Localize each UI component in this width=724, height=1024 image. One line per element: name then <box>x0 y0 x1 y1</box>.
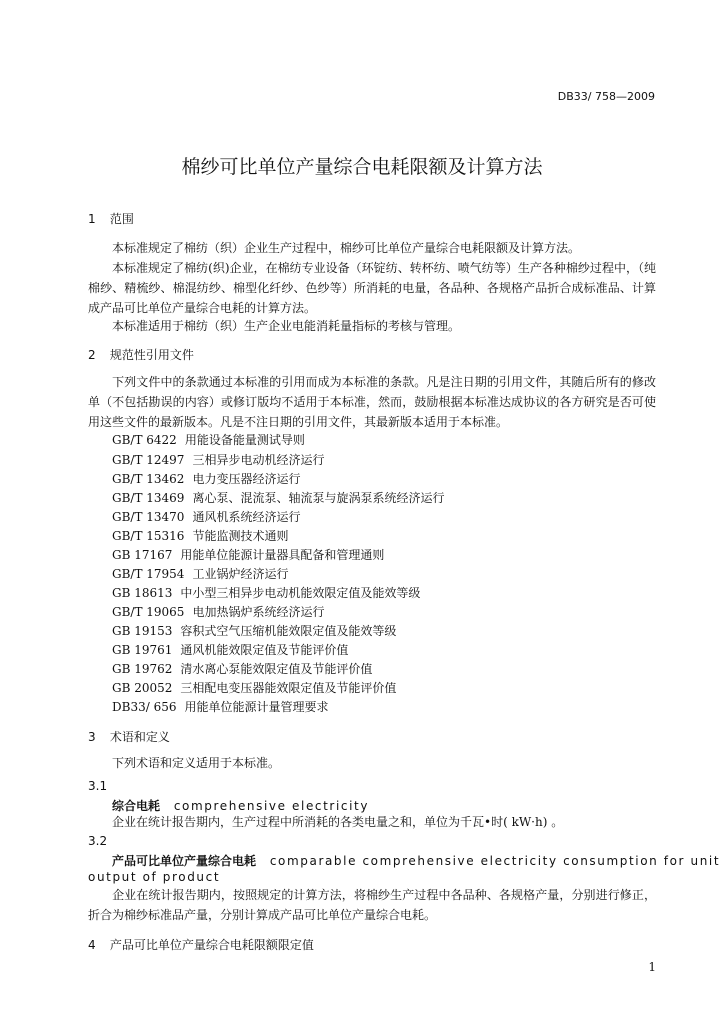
reference-item: GB/T 15316 节能监测技术通则 <box>112 529 289 543</box>
section-title: 产品可比单位产量综合电耗限额限定值 <box>109 938 314 952</box>
section-3-heading <box>88 728 170 745</box>
reference-item: GB 19153 容积式空气压缩机能效限定值及能效等级 <box>112 624 397 638</box>
reference-item: GB 20052 三相配电变压器能效限定值及节能评价值 <box>112 681 397 695</box>
section-title: 范围 <box>109 212 134 226</box>
section-4-heading <box>88 936 314 953</box>
section-title: 规范性引用文件 <box>109 348 194 362</box>
term-chinese: 产品可比单位产量综合电耗 <box>112 854 257 868</box>
reference-item: GB 17167 用能单位能源计量器具配备和管理通则 <box>112 548 385 562</box>
reference-item: GB 19761 通风机能效限定值及节能评价值 <box>112 643 349 657</box>
section-title: 术语和定义 <box>109 730 170 744</box>
reference-item: GB/T 17954 工业锅炉经济运行 <box>112 567 289 581</box>
reference-item: DB33/ 656 用能单位能源计量管理要求 <box>112 700 329 714</box>
section-1-paragraph-3: 本标准适用于棉纺（织）生产企业电能消耗量指标的考核与管理。 <box>112 319 461 333</box>
section-1-paragraph-2: 本标准规定了棉纺(织)企业，在棉纺专业设备（环锭纺、转杯纺、喷气纺等）生产各种棉纱过程中，（纯棉纱、精梳纱、棉混纺纱、棉型化纤纱、色纱等）所消耗的电量，各品种、各规格产品折合成标准品、计算成产品可比单位产量综合电耗的计算方法。 <box>88 261 656 315</box>
term-english: comprehensive electricity <box>173 799 370 813</box>
section-2-heading <box>88 346 194 363</box>
reference-item: GB/T 12497 三相异步电动机经济运行 <box>112 453 325 467</box>
reference-item: GB/T 6422 用能设备能量测试导则 <box>112 433 305 447</box>
section-2-paragraph-1: 下列文件中的条款通过本标准的引用而成为本标准的条款。凡是注日期的引用文件，其随后所有的修改单（不包括勘误的内容）或修订版均不适用于本标准，然而，鼓励根据本标准达成协议的各方研究是否可使用这些文件的最新版本。凡是不注日期的引用文件，其最新版本适用于本标准。 <box>88 375 656 429</box>
section-1-paragraph-1: 本标准规定了棉纺（织）企业生产过程中，棉纱可比单位产量综合电耗限额及计算方法。 <box>112 241 581 255</box>
term-3-2-heading <box>112 852 720 869</box>
section-3-paragraph-1: 下列术语和定义适用于本标准。 <box>112 756 281 770</box>
term-3-1-number: 3.1 <box>88 779 108 793</box>
reference-item: GB/T 13469 离心泵、混流泵、轴流泵与旋涡泵系统经济运行 <box>112 491 445 505</box>
term-3-2-definition: 企业在统计报告期内，按照规定的计算方法，将棉纱生产过程中各品种、各规格产量，分别进行修正，折合为棉纱标准品产量，分别计算成产品可比单位产量综合电耗。 <box>88 888 656 922</box>
page-number: 1 <box>648 960 656 974</box>
reference-item: GB/T 19065 电加热锅炉系统经济运行 <box>112 605 325 619</box>
document-title: 棉纱可比单位产量综合电耗限额及计算方法 <box>181 156 543 178</box>
section-number: 4 <box>88 938 96 952</box>
reference-item: GB/T 13462 电力变压器经济运行 <box>112 472 301 486</box>
term-3-1-definition: 企业在统计报告期内，生产过程中所消耗的各类电量之和，单位为千瓦•时( kW·h) 。 <box>112 815 564 829</box>
reference-item: GB/T 13470 通风机系统经济运行 <box>112 510 301 524</box>
term-chinese: 综合电耗 <box>112 799 161 813</box>
section-number: 2 <box>88 348 96 362</box>
section-1-heading <box>88 210 134 227</box>
section-number: 1 <box>88 212 96 226</box>
standard-code: DB33/ 758—2009 <box>557 90 655 103</box>
reference-item: GB 19762 清水离心泵能效限定值及节能评价值 <box>112 662 373 676</box>
term-3-2-number: 3.2 <box>88 834 108 848</box>
term-english: comparable comprehensive electricity consumption for unit <box>269 854 721 868</box>
reference-item: GB 18613 中小型三相异步电动机能效限定值及能效等级 <box>112 586 421 600</box>
term-3-2-heading-continued <box>88 870 220 884</box>
term-english-continued: output of product <box>88 870 221 884</box>
section-number: 3 <box>88 730 96 744</box>
